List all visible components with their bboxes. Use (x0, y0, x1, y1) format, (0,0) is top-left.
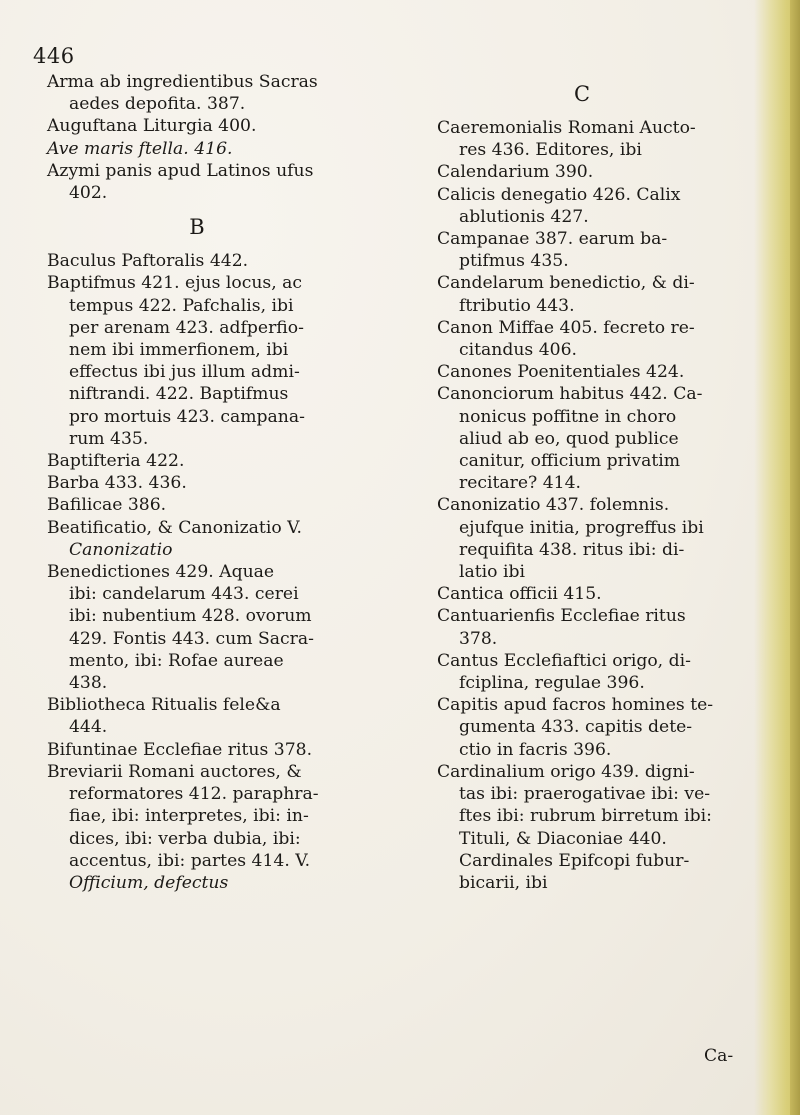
index-entry: Canon Miffae 405. fecreto re- (437, 317, 695, 338)
catchword: Ca- (704, 1046, 734, 1066)
index-entry: Baptifmus 421. ejus locus, ac (47, 273, 303, 294)
index-entry-continuation: ctio in facris 396. (459, 739, 612, 760)
index-entry: Cantuarienfis Ecclefiae ritus (437, 606, 686, 627)
index-entry-continuation: tas ibi: praerogativae ibi: ve- (459, 784, 711, 805)
index-entry-continuation: Officium, defectus (69, 872, 229, 893)
index-entry: Baptifteria 422. (47, 451, 185, 472)
index-entry-continuation: ftes ibi: rubrum birretum ibi: (459, 806, 712, 827)
index-entry: Azymi panis apud Latinos ufus (47, 160, 314, 181)
index-entry: Candelarum benedictio, & di- (437, 273, 695, 294)
index-entry-continuation: 438. (69, 673, 108, 694)
index-entry-continuation: effectus ibi jus illum admi- (69, 362, 300, 383)
index-entry-continuation: accentus, ibi: partes 414. V. (69, 850, 311, 871)
index-entry-continuation: aliud ab eo, quod publice (459, 428, 679, 449)
index-entry-continuation: res 436. Editores, ibi (459, 140, 642, 161)
index-entry-continuation: nem ibi immerfionem, ibi (69, 340, 289, 361)
index-entry-continuation: rum 435. (69, 428, 149, 449)
index-entry: Bifuntinae Ecclefiae ritus 378. (47, 739, 313, 760)
index-entry-continuation: reformatores 412. paraphra- (69, 784, 319, 805)
index-entry: Auguftana Liturgia 400. (47, 116, 257, 137)
index-entry-continuation: ftributio 443. (459, 295, 575, 316)
index-entry-continuation: pro mortuis 423. campana- (69, 406, 305, 427)
index-entry-continuation: ablutionis 427. (459, 206, 589, 227)
index-entry-continuation: Canonizatio (69, 539, 173, 560)
index-entry-continuation: gumenta 433. capitis dete- (459, 717, 693, 738)
index-entry-continuation: tempus 422. Pafchalis, ibi (69, 295, 294, 316)
index-entry: Caeremonialis Romani Aucto- (437, 118, 696, 138)
index-entry: Breviarii Romani auctores, & (47, 761, 302, 782)
index-column-left (47, 71, 382, 894)
index-entry: Baculus Paftoralis 442. (47, 251, 249, 272)
section-letter: C (573, 82, 591, 106)
index-entry-continuation: ibi: nubentium 428. ovorum (69, 606, 312, 627)
index-entry: Capitis apud facros homines te- (437, 695, 714, 716)
index-entry-continuation: ptifmus 435. (459, 251, 569, 272)
index-entry-continuation: nonicus poffitne in choro (459, 406, 677, 427)
index-entry-continuation: ibi: candelarum 443. cerei (69, 584, 299, 605)
index-entry: Canonciorum habitus 442. Ca- (437, 384, 703, 405)
index-entry: Cantus Ecclefiaftici origo, di- (437, 650, 691, 671)
index-entry-continuation: fciplina, regulae 396. (459, 673, 645, 694)
index-entry-continuation: dices, ibi: verba dubia, ibi: (69, 828, 301, 849)
index-entry-continuation: per arenam 423. adfperfio- (69, 317, 304, 338)
index-entry-continuation: latio ibi (459, 562, 525, 583)
index-entry-continuation: recitare? 414. (459, 473, 581, 494)
index-entry-continuation: 429. Fontis 443. cum Sacra- (69, 628, 314, 649)
index-entry: Canonizatio 437. folemnis. (437, 495, 670, 516)
index-entry-continuation: aedes depofita. 387. (69, 94, 246, 115)
index-entry-continuation: 378. (459, 628, 498, 649)
index-entry-continuation: requifita 438. ritus ibi: di- (459, 539, 685, 560)
index-entry-continuation: ejufque initia, progreffus ibi (459, 517, 704, 538)
index-entry-continuation: Tituli, & Diaconiae 440. (459, 828, 667, 849)
index-entry-continuation: Cardinales Epifcopi fubur- (459, 850, 690, 871)
index-entry-continuation: 444. (69, 717, 108, 738)
index-entry: Canones Poenitentiales 424. (437, 362, 685, 383)
index-entry: Calendarium 390. (437, 162, 594, 183)
index-entry: Calicis denegatio 426. Calix (437, 184, 681, 205)
index-entry: Bafilicae 386. (47, 495, 167, 516)
page-edge-shadow (790, 0, 800, 1115)
index-entry: Cantica officii 415. (437, 584, 602, 605)
index-entry-continuation: bicarii, ibi (459, 872, 548, 893)
section-letter: B (189, 215, 205, 240)
index-entry: Barba 433. 436. (47, 473, 187, 494)
index-entry: Campanae 387. earum ba- (437, 229, 668, 250)
index-entry: Ave maris ftella. 416. (47, 138, 233, 159)
index-entry: Beatificatio, & Canonizatio V. (47, 517, 302, 538)
index-entry: Benedictiones 429. Aquae (47, 562, 275, 583)
index-entry-continuation: niftrandi. 422. Baptifmus (69, 384, 289, 405)
index-column-right (437, 71, 742, 894)
index-entry: Bibliotheca Ritualis fele&a (47, 695, 281, 716)
index-entry-continuation: canitur, officium privatim (459, 451, 681, 472)
index-entry: Arma ab ingredientibus Sacras (47, 72, 318, 92)
index-entry: Cardinalium origo 439. digni- (437, 761, 695, 782)
index-entry-continuation: 402. (69, 183, 108, 204)
index-entry-continuation: citandus 406. (459, 340, 577, 361)
index-entry-continuation: fiae, ibi: interpretes, ibi: in- (69, 806, 309, 827)
page-number: 446 (33, 44, 75, 68)
index-entry-continuation: mento, ibi: Rofae aureae (69, 650, 284, 671)
